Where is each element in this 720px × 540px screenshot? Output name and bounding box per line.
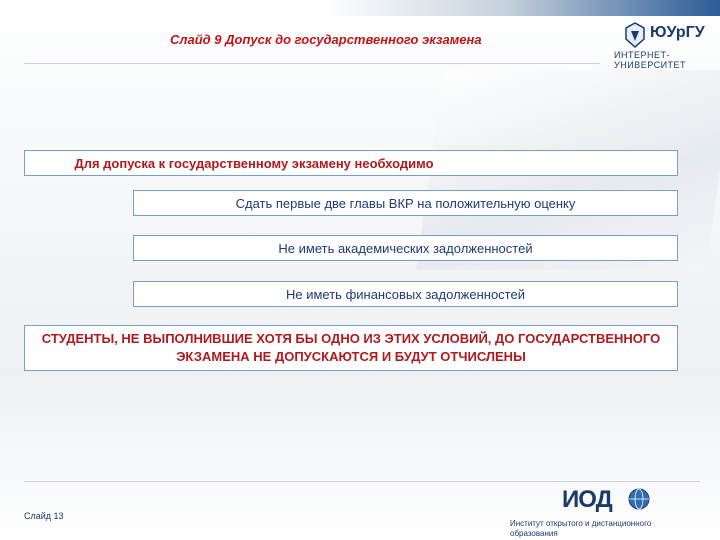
susu-emblem-icon: [624, 22, 646, 48]
globe-icon: [628, 488, 650, 510]
logo-subtitle: ИНТЕРНЕТ-УНИВЕРСИТЕТ: [614, 50, 687, 70]
institute-name: Институт открытого и дистанционного образования: [510, 519, 652, 538]
requirement-text: Для допуска к государственному экзамену необходимо: [74, 155, 434, 171]
slide-title: Слайд 9 Допуск до государственного экзамена: [170, 32, 482, 47]
condition-box-3: [133, 281, 678, 307]
logo-name: ЮУрГУ: [650, 24, 705, 41]
condition-text: Не иметь академических задолженностей: [278, 240, 533, 256]
requirement-box: [24, 150, 678, 176]
condition-box-2: [133, 235, 678, 261]
condition-box-1: [133, 190, 678, 216]
condition-text: Сдать первые две главы ВКР на положительную оценку: [235, 195, 576, 211]
iod-logo-text: ИОД: [562, 486, 612, 513]
footer-divider: [24, 481, 700, 482]
header-logo: [612, 18, 712, 70]
iod-logo: [562, 486, 662, 516]
slide-number: Слайд 13: [24, 511, 64, 521]
header-divider: [24, 63, 600, 64]
condition-text: Не иметь финансовых задолженностей: [286, 286, 525, 302]
warning-box: [24, 325, 678, 371]
top-gradient-band: [0, 0, 720, 16]
warning-text: СТУДЕНТЫ, НЕ ВЫПОЛНИВШИЕ ХОТЯ БЫ ОДНО ИЗ ЭТИХ УСЛОВИЙ, ДО ГОСУДАРСТВЕННОГО ЭКЗАМЕНА НЕ ДОПУСКАЮТСЯ И БУДУТ ОТЧИСЛЕНЫ: [41, 331, 661, 364]
